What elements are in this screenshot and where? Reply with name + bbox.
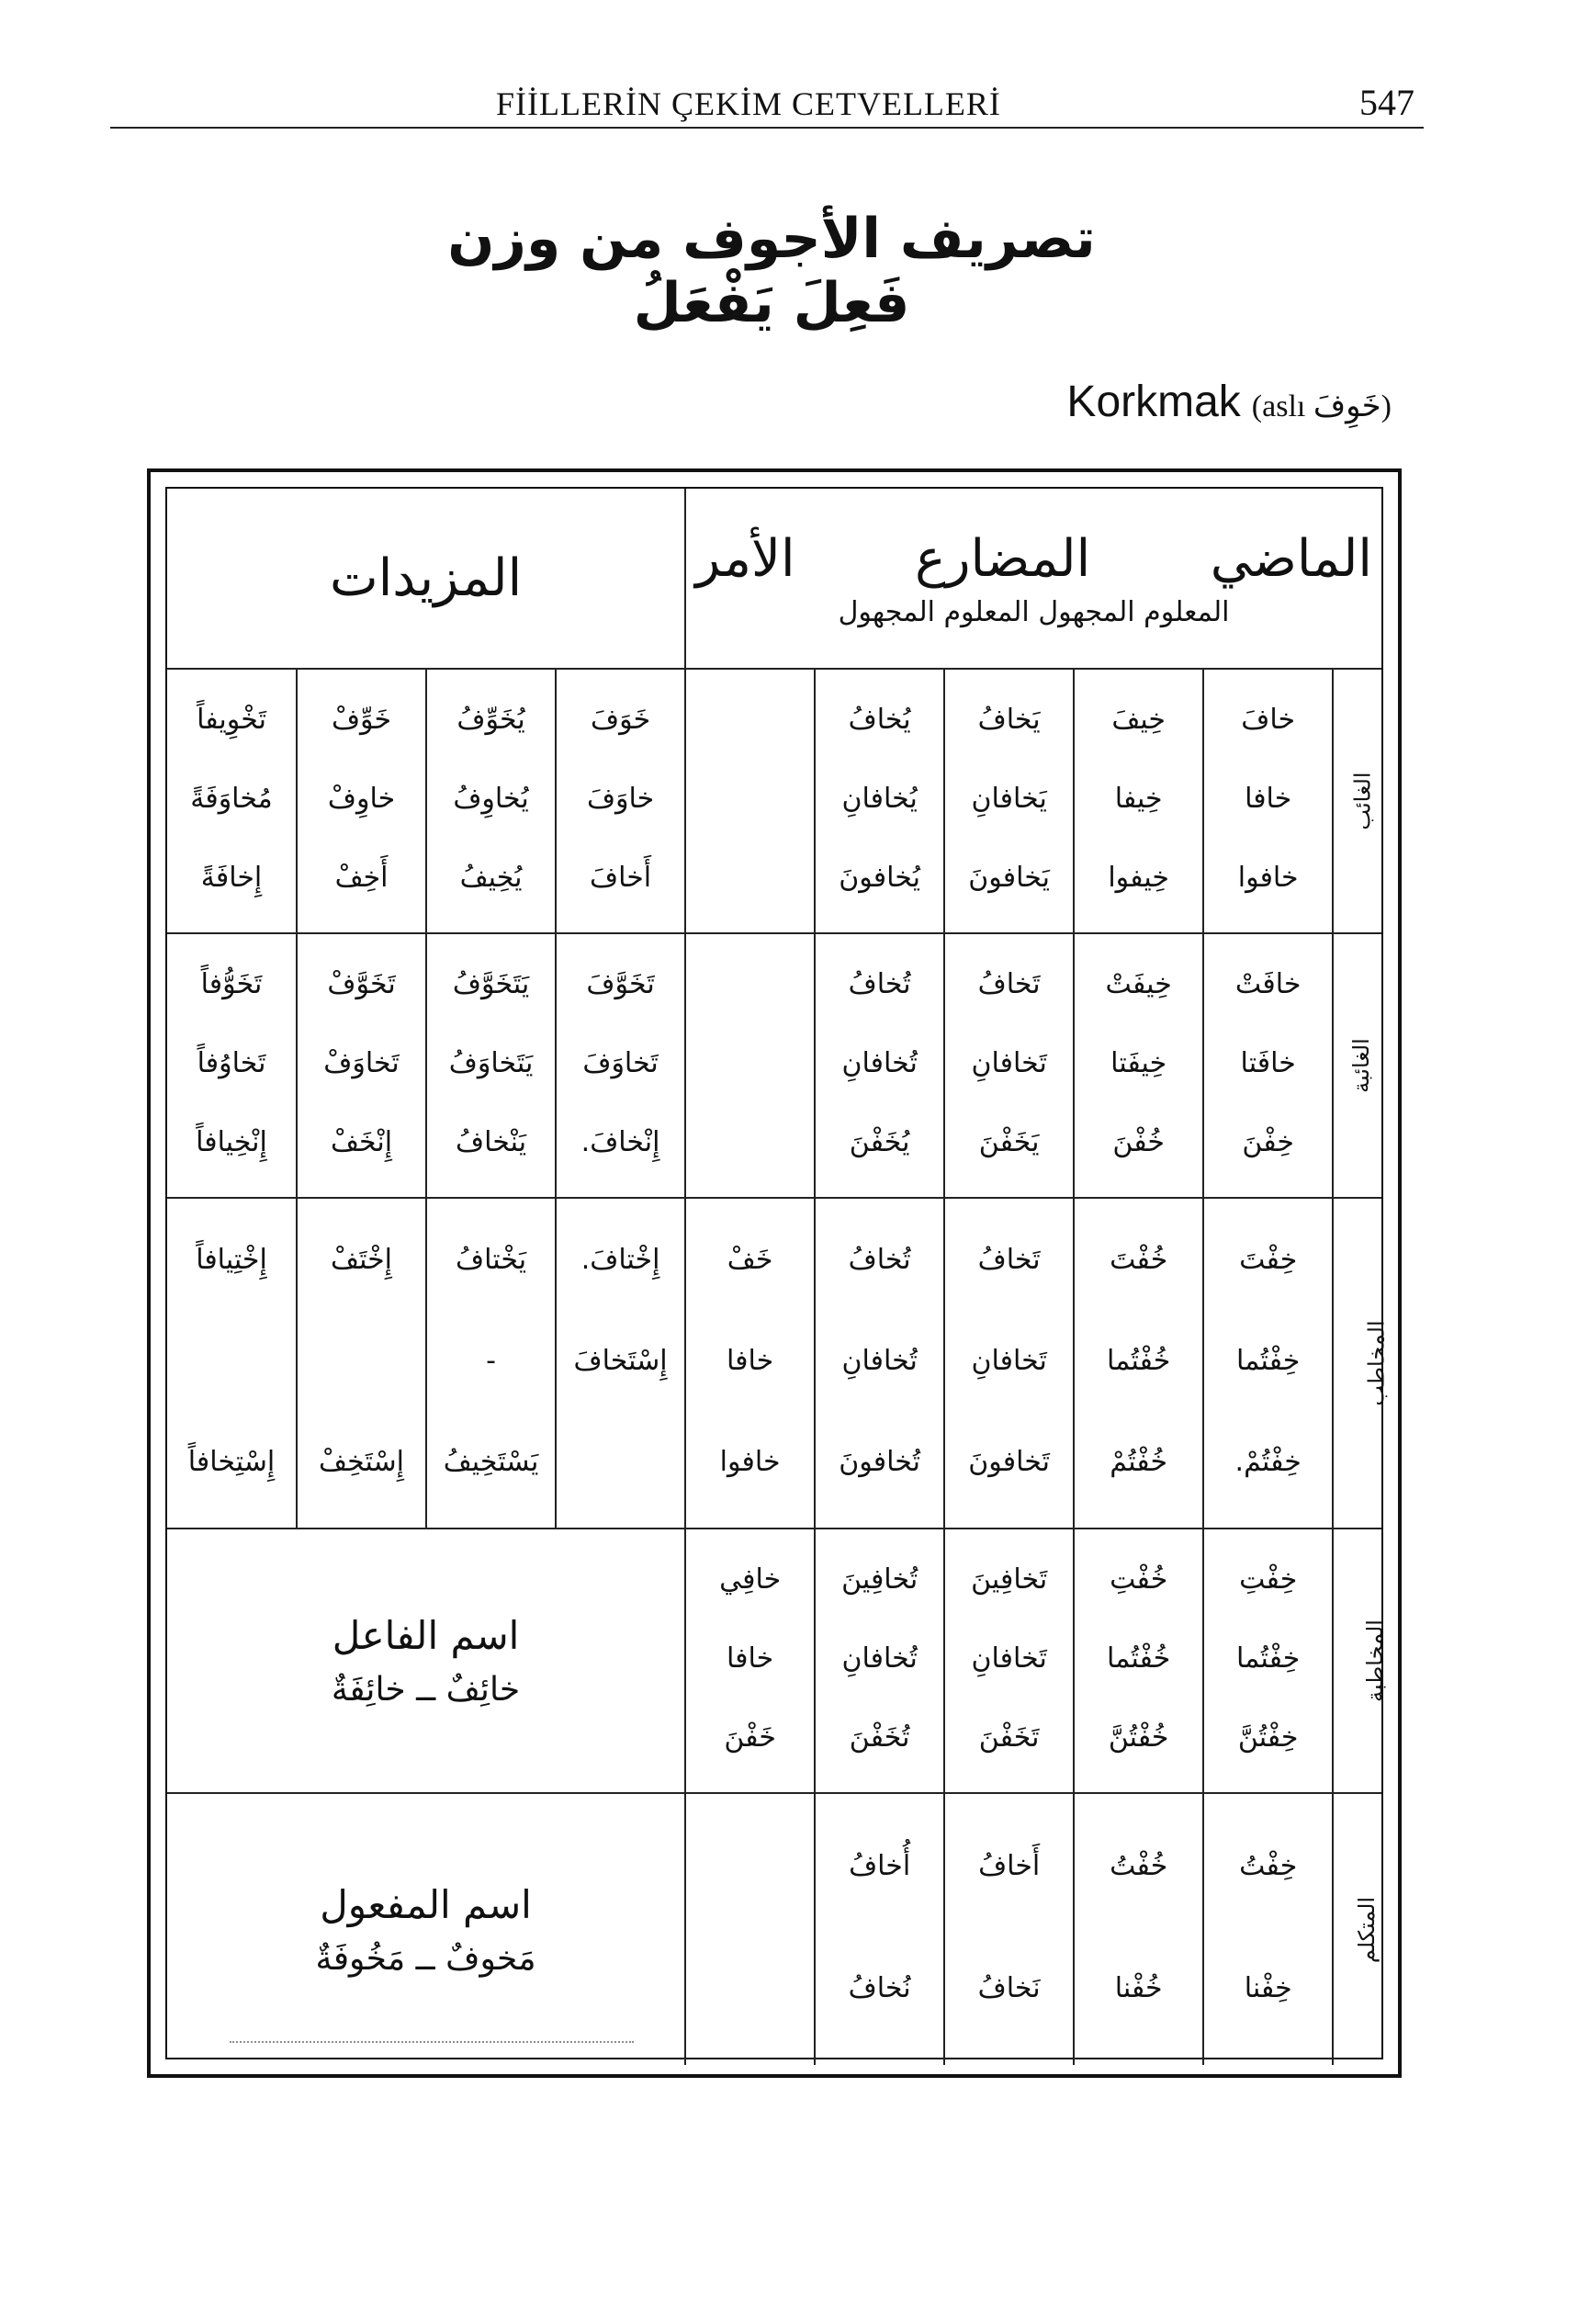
mazid-col-4: إِخْتِيافاً إِسْتِخافاً — [167, 1198, 297, 1529]
header-rule — [110, 127, 1424, 129]
mazid-col-2: يَخْتافُ - يَسْتَخِيفُ — [426, 1198, 556, 1529]
row-label: المتكلم — [1333, 1793, 1381, 2065]
madi-majhul-cell: خُفْتُ خُفْنا — [1074, 1793, 1203, 2065]
section-heading: تصريف الأجوف من وزن فَعِلَ يَفْعَلُ — [447, 207, 1096, 335]
mudari-majhul-cell: تُخافُ تُخافانِ يُخَفْنَ — [815, 933, 944, 1198]
mudari-majhul-cell: أُخافُ نُخافُ — [815, 1793, 944, 2065]
passive-participle-cell — [167, 1793, 685, 2065]
passive-participle-forms: مَخوفٌ ــ مَخُوفَةٌ — [315, 1939, 536, 1978]
header-main — [685, 489, 1381, 669]
madi-majhul-cell: خِيفَتْ خِيفَتا خُفْنَ — [1074, 933, 1203, 1198]
amr-cell — [685, 669, 815, 933]
madi-malum-cell: خافَتْ خافَتا خِفْنَ — [1203, 933, 1333, 1198]
table-row — [167, 1198, 1381, 1529]
mudari-majhul-cell: تُخافِينَ تُخافانِ تُخَفْنَ — [815, 1529, 944, 1793]
row-label: الغائبة — [1333, 933, 1381, 1198]
mudari-malum-cell: يَخافُ يَخافانِ يَخافونَ — [944, 669, 1074, 933]
header-sub-mudari: المعلوم المجهول — [838, 595, 1030, 628]
active-participle-title: اسم الفاعل — [332, 1613, 520, 1658]
mazid-col-1: خَوَفَ خاوَفَ أَخافَ — [556, 669, 685, 933]
active-participle-cell — [167, 1529, 685, 1793]
scan-artifact — [230, 2041, 634, 2050]
header-amr: الأمر — [695, 528, 795, 589]
amr-cell: خافِي خافا خَفْنَ — [685, 1529, 815, 1793]
mudari-majhul-cell: تُخافُ تُخافانِ تُخافونَ — [815, 1198, 944, 1529]
amr-cell — [685, 933, 815, 1198]
table-row — [167, 933, 1381, 1198]
origin-close: ) — [1381, 389, 1392, 423]
passive-participle-title: اسم المفعول — [320, 1881, 532, 1927]
madi-majhul-cell: خِيفَ خِيفا خِيفوا — [1074, 669, 1203, 933]
header-sub-line — [686, 596, 1381, 628]
mazid-col-3: تَخَوَّفْ تَخاوَفْ إِنْخَفْ — [297, 933, 426, 1198]
madi-majhul-cell: خُفْتِ خُفْتُما خُفْتُنَّ — [1074, 1529, 1203, 1793]
row-label: المخاطبة — [1333, 1529, 1381, 1793]
mazid-col-2: يُخَوِّفُ يُخاوِفُ يُخِيفُ — [426, 669, 556, 933]
madi-majhul-cell: خُفْتَ خُفْتُما خُفْتُمْ — [1074, 1198, 1203, 1529]
madi-malum-cell: خِفْتَ خِفْتُما خِفْتُمْ. — [1203, 1198, 1333, 1529]
table-header-row — [167, 489, 1381, 669]
row-label: الغائب — [1333, 669, 1381, 933]
amr-cell: خَفْ خافا خافوا — [685, 1198, 815, 1529]
origin-open: (aslı — [1251, 389, 1306, 423]
conjugation-table-inner — [165, 487, 1390, 2059]
conjugation-table — [167, 489, 1390, 2065]
row-label: المخاطب — [1333, 1198, 1381, 1529]
madi-malum-cell: خِفْتُ خِفْنا — [1203, 1793, 1333, 2065]
mudari-malum-cell: تَخافِينَ تَخافانِ تَخَفْنَ — [944, 1529, 1074, 1793]
header-main-line — [686, 529, 1381, 589]
mudari-malum-cell: تَخافُ تَخافانِ تَخافونَ — [944, 1198, 1074, 1529]
running-title: FİİLLERİN ÇEKİM CETVELLERİ — [496, 85, 1001, 122]
conjugation-table-frame — [147, 468, 1402, 2078]
madi-malum-cell: خافَ خافا خافوا — [1203, 669, 1333, 933]
table-row — [167, 669, 1381, 933]
mudari-malum-cell: أَخافُ نَخافُ — [944, 1793, 1074, 2065]
mazid-col-4: تَخَوُّفاً تَخاوُفاً إِنْخِيافاً — [167, 933, 297, 1198]
header-mazidat: المزيدات — [167, 489, 685, 669]
active-participle-forms: خائِفٌ ــ خائِفَةٌ — [331, 1671, 521, 1709]
origin-root: خَوِفَ — [1313, 388, 1381, 424]
verb-origin-note — [1252, 388, 1392, 424]
verb-meaning: Korkmak — [1066, 378, 1241, 426]
mazid-col-2: يَتَخَوَّفُ يَتَخاوَفُ يَنْخافُ — [426, 933, 556, 1198]
mazid-col-1: تَخَوَّفَ تَخاوَفَ إِنْخافَ. — [556, 933, 685, 1198]
mazid-col-3: خَوِّفْ خاوِفْ أَخِفْ — [297, 669, 426, 933]
verb-caption — [1066, 377, 1392, 432]
header-madi: الماضي — [1210, 528, 1372, 589]
header-sub-madi: المعلوم المجهول — [1038, 595, 1230, 628]
mazid-col-4: تَخْوِيفاً مُخاوَفَةً إِخافَةً — [167, 669, 297, 933]
table-row — [167, 1793, 1381, 2065]
mudari-majhul-cell: يُخافُ يُخافانِ يُخافونَ — [815, 669, 944, 933]
madi-malum-cell: خِفْتِ خِفْتُما خِفْتُنَّ — [1203, 1529, 1333, 1793]
header-mudari: المضارع — [915, 528, 1091, 589]
table-row — [167, 1529, 1381, 1793]
amr-cell — [685, 1793, 815, 2065]
page-number: 547 — [1359, 82, 1414, 123]
page-header — [110, 81, 1424, 129]
mazid-col-1: إِخْتافَ. إِسْتَخافَ — [556, 1198, 685, 1529]
mudari-malum-cell: تَخافُ تَخافانِ يَخَفْنَ — [944, 933, 1074, 1198]
mazid-col-3: إِخْتَفْ إِسْتَخِفْ — [297, 1198, 426, 1529]
